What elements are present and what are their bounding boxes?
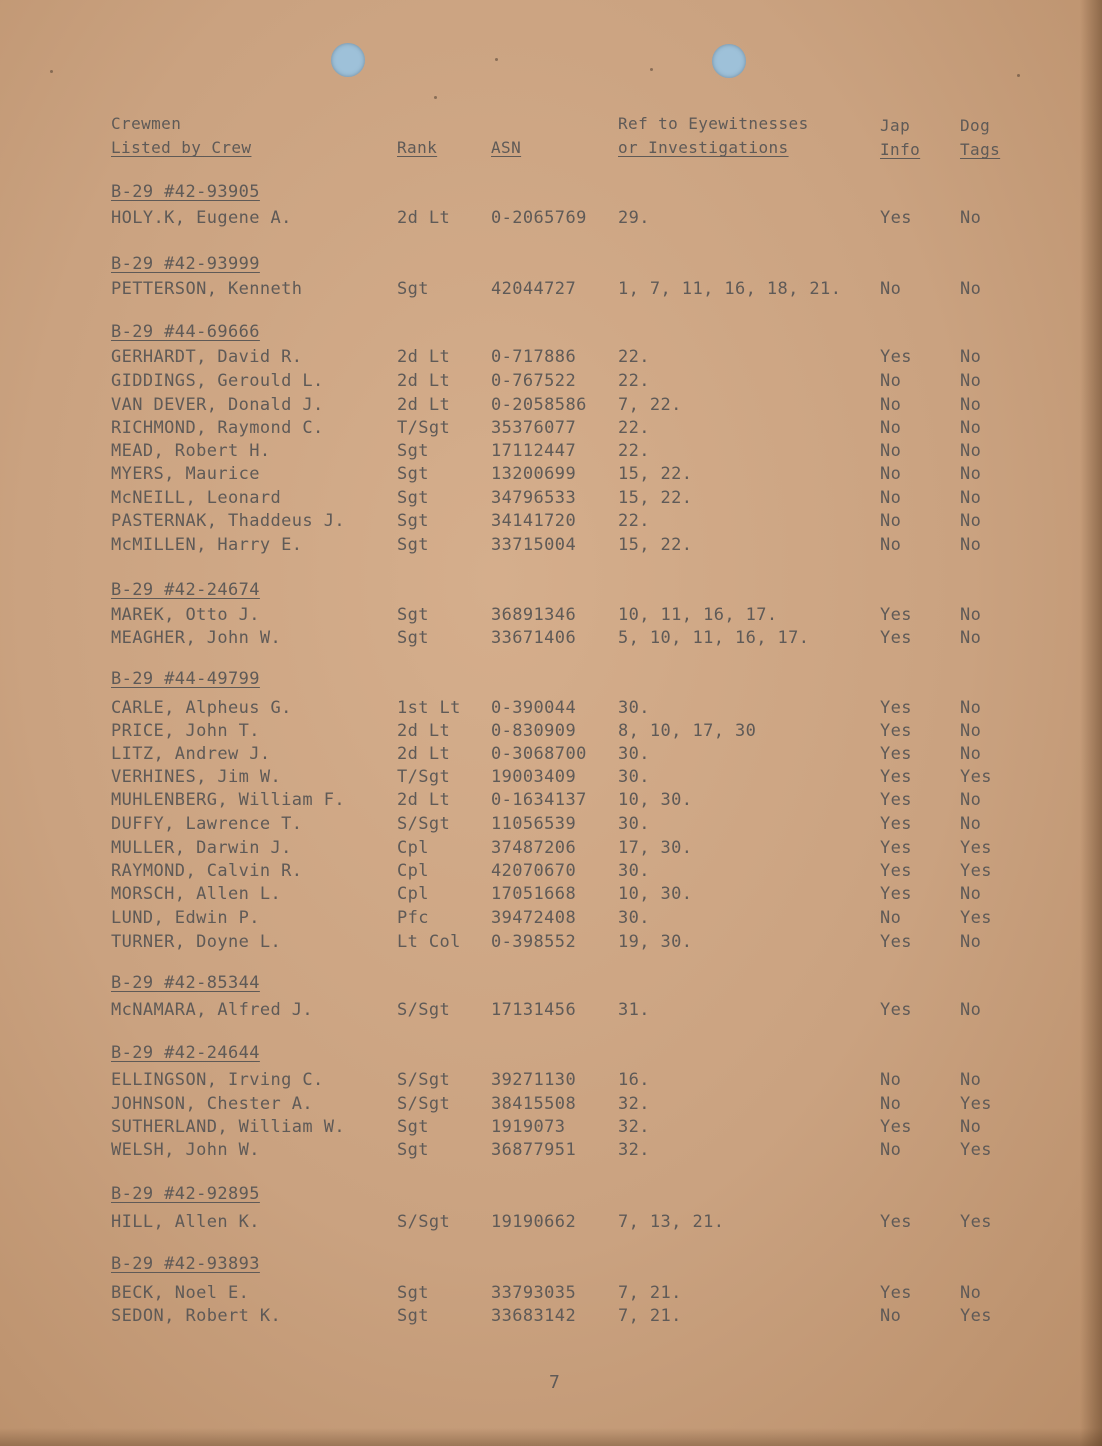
cell-rank: S/Sgt: [397, 1094, 451, 1114]
cell-jap: Yes: [880, 861, 912, 881]
cell-rank: 2d Lt: [397, 347, 451, 367]
cell-rank: 2d Lt: [397, 744, 451, 764]
paper-speck: [650, 68, 653, 71]
cell-dog: No: [960, 932, 982, 952]
cell-rank: 2d Lt: [397, 790, 451, 810]
cell-asn: 17112447: [491, 441, 577, 461]
cell-ref: 10, 11, 16, 17.: [618, 605, 778, 625]
cell-ref: 7, 21.: [618, 1283, 682, 1303]
cell-name: PRICE, John T.: [111, 721, 260, 741]
cell-name: McNEILL, Leonard: [111, 488, 282, 508]
cell-asn: 0-717886: [491, 347, 577, 367]
cell-asn: 0-3068700: [491, 744, 587, 764]
cell-rank: Sgt: [397, 628, 429, 648]
cell-name: LITZ, Andrew J.: [111, 744, 271, 764]
cell-dog: Yes: [960, 908, 992, 928]
cell-dog: Yes: [960, 861, 992, 881]
cell-asn: 0-398552: [491, 932, 577, 952]
cell-jap: Yes: [880, 1117, 912, 1137]
cell-jap: Yes: [880, 838, 912, 858]
aircraft-serial-title: B-29 #42-85344: [111, 973, 260, 993]
cell-jap: Yes: [880, 721, 912, 741]
cell-jap: No: [880, 371, 902, 391]
cell-name: CARLE, Alpheus G.: [111, 698, 292, 718]
cell-jap: No: [880, 1070, 902, 1090]
cell-name: McNAMARA, Alfred J.: [111, 1000, 314, 1020]
cell-dog: No: [960, 1000, 982, 1020]
cell-ref: 15, 22.: [618, 464, 693, 484]
cell-dog: No: [960, 721, 982, 741]
cell-ref: 1, 7, 11, 16, 18, 21.: [618, 279, 842, 299]
punch-hole-right: [712, 44, 746, 78]
cell-rank: Sgt: [397, 511, 429, 531]
cell-ref: 7, 21.: [618, 1306, 682, 1326]
cell-ref: 30.: [618, 767, 650, 787]
cell-name: HOLY.K, Eugene A.: [111, 208, 292, 228]
cell-asn: 34796533: [491, 488, 577, 508]
cell-jap: Yes: [880, 1212, 912, 1232]
cell-dog: No: [960, 464, 982, 484]
cell-jap: Yes: [880, 1000, 912, 1020]
cell-ref: 32.: [618, 1117, 650, 1137]
cell-dog: No: [960, 628, 982, 648]
cell-dog: No: [960, 511, 982, 531]
cell-name: TURNER, Doyne L.: [111, 932, 282, 952]
cell-name: MORSCH, Allen L.: [111, 884, 282, 904]
cell-ref: 7, 13, 21.: [618, 1212, 725, 1232]
cell-asn: 11056539: [491, 814, 577, 834]
cell-asn: 36891346: [491, 605, 577, 625]
paper-speck: [495, 58, 498, 61]
cell-name: MYERS, Maurice: [111, 464, 260, 484]
cell-rank: Sgt: [397, 488, 429, 508]
cell-jap: Yes: [880, 744, 912, 764]
page-number: 7: [549, 1372, 560, 1393]
page-edge-shadow-bottom: [0, 1428, 1102, 1446]
aircraft-serial-title: B-29 #42-92895: [111, 1184, 260, 1204]
cell-dog: No: [960, 347, 982, 367]
cell-dog: No: [960, 371, 982, 391]
cell-ref: 30.: [618, 908, 650, 928]
cell-jap: Yes: [880, 347, 912, 367]
cell-ref: 15, 22.: [618, 488, 693, 508]
cell-name: GIDDINGS, Gerould L.: [111, 371, 324, 391]
cell-rank: 2d Lt: [397, 721, 451, 741]
header-ref-line2: or Investigations: [618, 138, 789, 157]
cell-asn: 19003409: [491, 767, 577, 787]
paper-speck: [50, 70, 53, 73]
paper-speck: [1017, 74, 1020, 77]
cell-dog: Yes: [960, 767, 992, 787]
cell-ref: 17, 30.: [618, 838, 693, 858]
cell-name: McMILLEN, Harry E.: [111, 535, 303, 555]
cell-jap: Yes: [880, 605, 912, 625]
cell-asn: 0-390044: [491, 698, 577, 718]
cell-rank: S/Sgt: [397, 1000, 451, 1020]
cell-asn: 39271130: [491, 1070, 577, 1090]
cell-rank: Sgt: [397, 1283, 429, 1303]
cell-ref: 30.: [618, 861, 650, 881]
cell-dog: No: [960, 418, 982, 438]
cell-name: ELLINGSON, Irving C.: [111, 1070, 324, 1090]
cell-dog: Yes: [960, 838, 992, 858]
cell-dog: No: [960, 1070, 982, 1090]
cell-rank: Sgt: [397, 464, 429, 484]
cell-asn: 17131456: [491, 1000, 577, 1020]
cell-ref: 22.: [618, 418, 650, 438]
cell-dog: Yes: [960, 1140, 992, 1160]
cell-rank: 2d Lt: [397, 395, 451, 415]
cell-dog: No: [960, 395, 982, 415]
cell-jap: No: [880, 488, 902, 508]
cell-rank: Cpl: [397, 838, 429, 858]
cell-jap: Yes: [880, 628, 912, 648]
header-listed-by-crew: Listed by Crew: [111, 138, 252, 157]
cell-asn: 0-2058586: [491, 395, 587, 415]
cell-ref: 30.: [618, 744, 650, 764]
cell-rank: Sgt: [397, 1117, 429, 1137]
cell-rank: Cpl: [397, 884, 429, 904]
cell-name: RICHMOND, Raymond C.: [111, 418, 324, 438]
cell-dog: No: [960, 814, 982, 834]
cell-rank: Pfc: [397, 908, 429, 928]
cell-asn: 1919073: [491, 1117, 566, 1137]
cell-rank: 2d Lt: [397, 371, 451, 391]
cell-rank: Sgt: [397, 441, 429, 461]
cell-name: HILL, Allen K.: [111, 1212, 260, 1232]
cell-jap: No: [880, 441, 902, 461]
cell-name: MAREK, Otto J.: [111, 605, 260, 625]
cell-asn: 36877951: [491, 1140, 577, 1160]
cell-jap: No: [880, 395, 902, 415]
cell-asn: 0-2065769: [491, 208, 587, 228]
cell-jap: No: [880, 1094, 902, 1114]
cell-jap: No: [880, 464, 902, 484]
cell-jap: No: [880, 1306, 902, 1326]
cell-asn: 33715004: [491, 535, 577, 555]
cell-rank: T/Sgt: [397, 418, 451, 438]
cell-jap: No: [880, 908, 902, 928]
cell-asn: 33671406: [491, 628, 577, 648]
cell-dog: No: [960, 208, 982, 228]
cell-rank: Cpl: [397, 861, 429, 881]
aircraft-serial-title: B-29 #42-93893: [111, 1254, 260, 1274]
cell-jap: No: [880, 535, 902, 555]
aircraft-serial-title: B-29 #44-49799: [111, 669, 260, 689]
cell-dog: Yes: [960, 1306, 992, 1326]
cell-asn: 37487206: [491, 838, 577, 858]
header-rank: Rank: [397, 138, 438, 157]
cell-asn: 33793035: [491, 1283, 577, 1303]
header-ref-line1: Ref to Eyewitnesses: [618, 114, 809, 133]
cell-ref: 22.: [618, 371, 650, 391]
cell-asn: 0-830909: [491, 721, 577, 741]
cell-rank: 1st Lt: [397, 698, 461, 718]
cell-dog: No: [960, 790, 982, 810]
cell-jap: Yes: [880, 208, 912, 228]
cell-asn: 38415508: [491, 1094, 577, 1114]
cell-rank: 2d Lt: [397, 208, 451, 228]
cell-ref: 32.: [618, 1140, 650, 1160]
aircraft-serial-title: B-29 #42-93905: [111, 182, 260, 202]
cell-name: MEAD, Robert H.: [111, 441, 271, 461]
cell-ref: 8, 10, 17, 30: [618, 721, 757, 741]
cell-rank: S/Sgt: [397, 1212, 451, 1232]
cell-jap: No: [880, 511, 902, 531]
cell-dog: No: [960, 279, 982, 299]
cell-jap: Yes: [880, 884, 912, 904]
aircraft-serial-title: B-29 #44-69666: [111, 322, 260, 342]
aircraft-serial-title: B-29 #42-24644: [111, 1043, 260, 1063]
cell-name: GERHARDT, David R.: [111, 347, 303, 367]
cell-ref: 16.: [618, 1070, 650, 1090]
cell-name: BECK, Noel E.: [111, 1283, 250, 1303]
cell-name: SUTHERLAND, William W.: [111, 1117, 345, 1137]
cell-dog: No: [960, 605, 982, 625]
cell-jap: Yes: [880, 932, 912, 952]
header-asn: ASN: [491, 138, 522, 157]
header-crewmen: Crewmen: [111, 114, 182, 133]
cell-asn: 39472408: [491, 908, 577, 928]
cell-ref: 7, 22.: [618, 395, 682, 415]
cell-ref: 22.: [618, 511, 650, 531]
cell-ref: 31.: [618, 1000, 650, 1020]
cell-name: VERHINES, Jim W.: [111, 767, 282, 787]
header-jap-info: Info: [880, 140, 921, 159]
aircraft-serial-title: B-29 #42-93999: [111, 254, 260, 274]
cell-name: PETTERSON, Kenneth: [111, 279, 303, 299]
cell-asn: 42070670: [491, 861, 577, 881]
cell-rank: Lt Col: [397, 932, 461, 952]
cell-rank: Sgt: [397, 535, 429, 555]
header-dog-tags: Tags: [960, 140, 1001, 159]
cell-dog: No: [960, 488, 982, 508]
cell-ref: 15, 22.: [618, 535, 693, 555]
cell-name: LUND, Edwin P.: [111, 908, 260, 928]
cell-ref: 10, 30.: [618, 884, 693, 904]
cell-name: DUFFY, Lawrence T.: [111, 814, 303, 834]
cell-dog: No: [960, 884, 982, 904]
cell-ref: 22.: [618, 441, 650, 461]
cell-asn: 34141720: [491, 511, 577, 531]
cell-ref: 10, 30.: [618, 790, 693, 810]
cell-asn: 0-1634137: [491, 790, 587, 810]
cell-jap: Yes: [880, 1283, 912, 1303]
cell-rank: T/Sgt: [397, 767, 451, 787]
cell-rank: S/Sgt: [397, 814, 451, 834]
cell-rank: Sgt: [397, 1140, 429, 1160]
cell-asn: 0-767522: [491, 371, 577, 391]
cell-asn: 35376077: [491, 418, 577, 438]
cell-dog: No: [960, 744, 982, 764]
header-dog-line1: Dog: [960, 116, 991, 135]
cell-name: PASTERNAK, Thaddeus J.: [111, 511, 345, 531]
cell-ref: 22.: [618, 347, 650, 367]
cell-asn: 13200699: [491, 464, 577, 484]
cell-name: VAN DEVER, Donald J.: [111, 395, 324, 415]
cell-name: WELSH, John W.: [111, 1140, 260, 1160]
cell-asn: 19190662: [491, 1212, 577, 1232]
cell-dog: Yes: [960, 1212, 992, 1232]
header-jap-line1: Jap: [880, 116, 911, 135]
cell-jap: Yes: [880, 698, 912, 718]
page-edge-shadow: [1080, 0, 1102, 1446]
cell-dog: No: [960, 441, 982, 461]
cell-ref: 5, 10, 11, 16, 17.: [618, 628, 810, 648]
cell-ref: 29.: [618, 208, 650, 228]
cell-jap: No: [880, 1140, 902, 1160]
cell-rank: Sgt: [397, 279, 429, 299]
cell-asn: 33683142: [491, 1306, 577, 1326]
cell-dog: Yes: [960, 1094, 992, 1114]
cell-dog: No: [960, 1283, 982, 1303]
cell-asn: 17051668: [491, 884, 577, 904]
cell-ref: 30.: [618, 814, 650, 834]
cell-jap: No: [880, 279, 902, 299]
cell-name: MUHLENBERG, William F.: [111, 790, 345, 810]
cell-jap: Yes: [880, 814, 912, 834]
punch-hole-left: [331, 43, 365, 77]
cell-rank: S/Sgt: [397, 1070, 451, 1090]
cell-jap: Yes: [880, 767, 912, 787]
cell-ref: 19, 30.: [618, 932, 693, 952]
cell-asn: 42044727: [491, 279, 577, 299]
cell-ref: 30.: [618, 698, 650, 718]
cell-rank: Sgt: [397, 605, 429, 625]
cell-dog: No: [960, 535, 982, 555]
cell-name: MULLER, Darwin J.: [111, 838, 292, 858]
cell-name: MEAGHER, John W.: [111, 628, 282, 648]
cell-jap: No: [880, 418, 902, 438]
cell-dog: No: [960, 698, 982, 718]
cell-ref: 32.: [618, 1094, 650, 1114]
cell-name: RAYMOND, Calvin R.: [111, 861, 303, 881]
paper-speck: [434, 96, 437, 99]
cell-name: JOHNSON, Chester A.: [111, 1094, 314, 1114]
aircraft-serial-title: B-29 #42-24674: [111, 580, 260, 600]
cell-rank: Sgt: [397, 1306, 429, 1326]
cell-name: SEDON, Robert K.: [111, 1306, 282, 1326]
cell-dog: No: [960, 1117, 982, 1137]
cell-jap: Yes: [880, 790, 912, 810]
